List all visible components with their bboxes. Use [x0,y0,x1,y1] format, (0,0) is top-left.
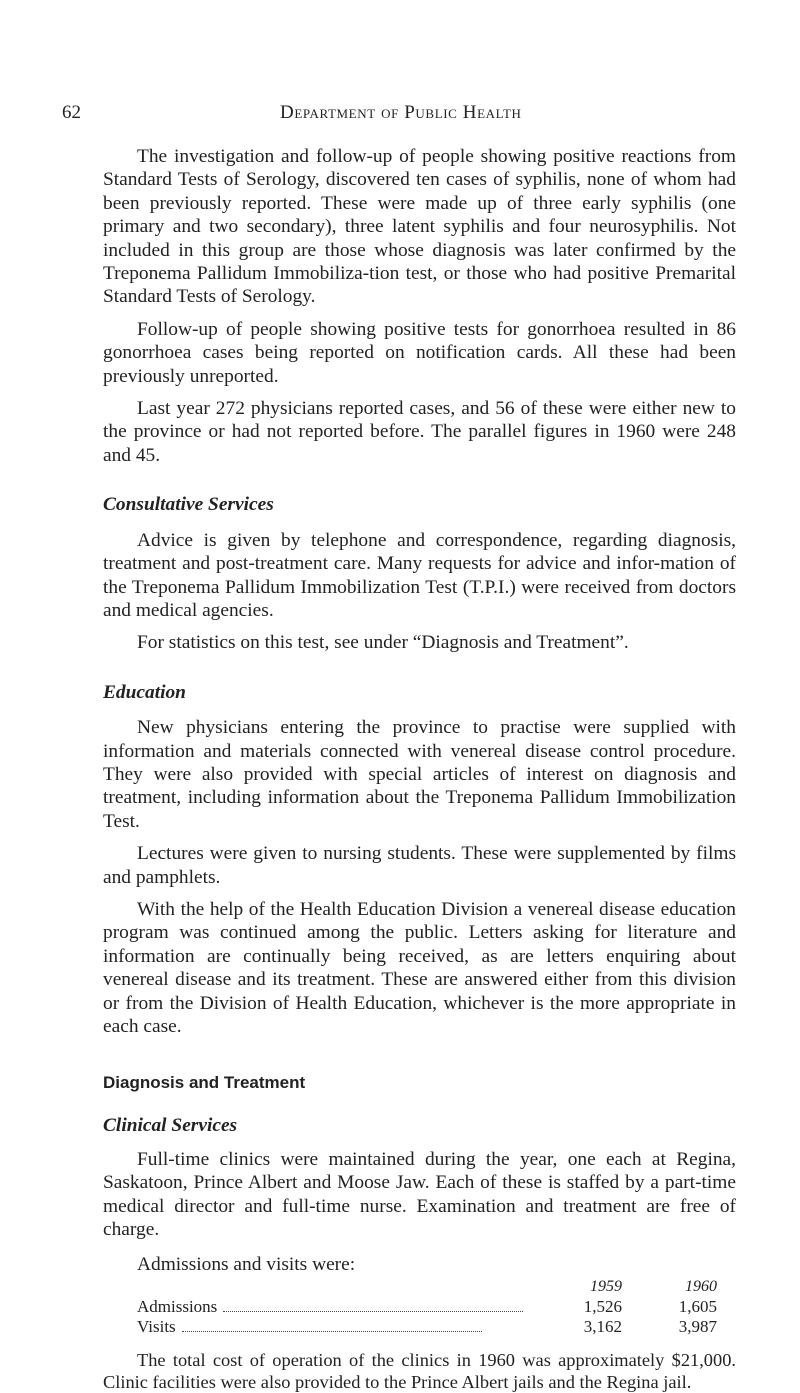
consultative-paragraph-2: For statistics on this test, see under “Diagnosis and Treatment”. [137,632,629,654]
clinical-paragraph: Full-time clinics were maintained during the year, one each at Regina, Saskatoon, Prince Albert and Moose Jaw. Each of these is staffed by a part-time medical director and full-time nurse. Examination and treatment are free of charge. [103,1148,736,1241]
visits-1959: 3,162 [583,1316,622,1336]
intro-paragraph-3: Last year 272 physicians reported cases, and 56 of these were either new to the province or had not reported before. The parallel figures in 1960 were 248 and 45. [103,398,736,466]
column-1960: 1960 [685,1277,717,1295]
closing-paragraph: The total cost of operation of the clinics in 1960 was approximately $21,000. Clinic facilities were also provided to the Prince Albert jails and the Regina jail. [103,1349,736,1392]
consultative-heading: Consultative Services [103,494,274,516]
education-paragraph-2: Lectures were given to nursing students. These were supplemented by films and pamphlets. [103,843,736,888]
intro-paragraph-2: Follow-up of people showing positive tests for gonorrhoea resulted in 86 gonorrhoea cases being reported on notification cards. All these had been previously unreported. [103,318,736,387]
admissions-table [137,1277,717,1337]
column-1959: 1959 [590,1277,622,1295]
page-number: 62 [62,102,81,123]
page-header [62,102,730,130]
clinical-services-heading: Clinical Services [103,1115,238,1137]
education-paragraph-3: With the help of the Health Education Division a venereal disease education program was continued among the public. Letters asking for literature and information are continually being received, as are letters enquiring about venereal disease and its treatment. These are answered either from this division or from the Division of Health Education, whichever is the more appropriate in each case. [103,898,736,1037]
row-label-admissions: Admissions [137,1297,221,1316]
visits-1960: 3,987 [678,1316,717,1336]
table-row [137,1317,717,1337]
row-label-visits: Visits [137,1317,180,1336]
admissions-1960: 1,605 [678,1296,717,1316]
table-row [137,1297,717,1317]
running-title: Department of Public Health [280,102,522,123]
table-intro: Admissions and visits were: [137,1254,356,1276]
admissions-1959: 1,526 [583,1296,622,1316]
education-heading: Education [103,681,186,703]
diagnosis-heading: Diagnosis and Treatment [103,1073,306,1093]
intro-paragraph-1: The investigation and follow-up of people showing positive reactions from Standard Tests of Serology, discovered ten cases of syphilis, none of whom had been previously reported. These were made up of three early syphilis (one primary and two secondary), three latent syphilis and four neurosyphilis. Not included in this group are those whose diagnosis was later confirmed by the Treponema Pallidum Immobiliza-tion test, or those who had positive Premarital Standard Tests of Serology. [103,146,736,308]
consultative-paragraph-1: Advice is given by telephone and correspondence, regarding diagnosis, treatment and post-treatment care. Many requests for advice and infor-mation of the Treponema Pallidum Immobilization Test (T.P.I.) were received from doctors and medical agencies. [103,529,736,621]
body-text [103,145,736,1393]
education-paragraph-1: New physicians entering the province to practise were supplied with information and materials connected with venereal disease control procedure. They were also provided with special articles of interest on diagnosis and treatment, including information about the Treponema Pallidum Immobilization Test. [103,717,736,832]
table-header-row [137,1277,717,1297]
